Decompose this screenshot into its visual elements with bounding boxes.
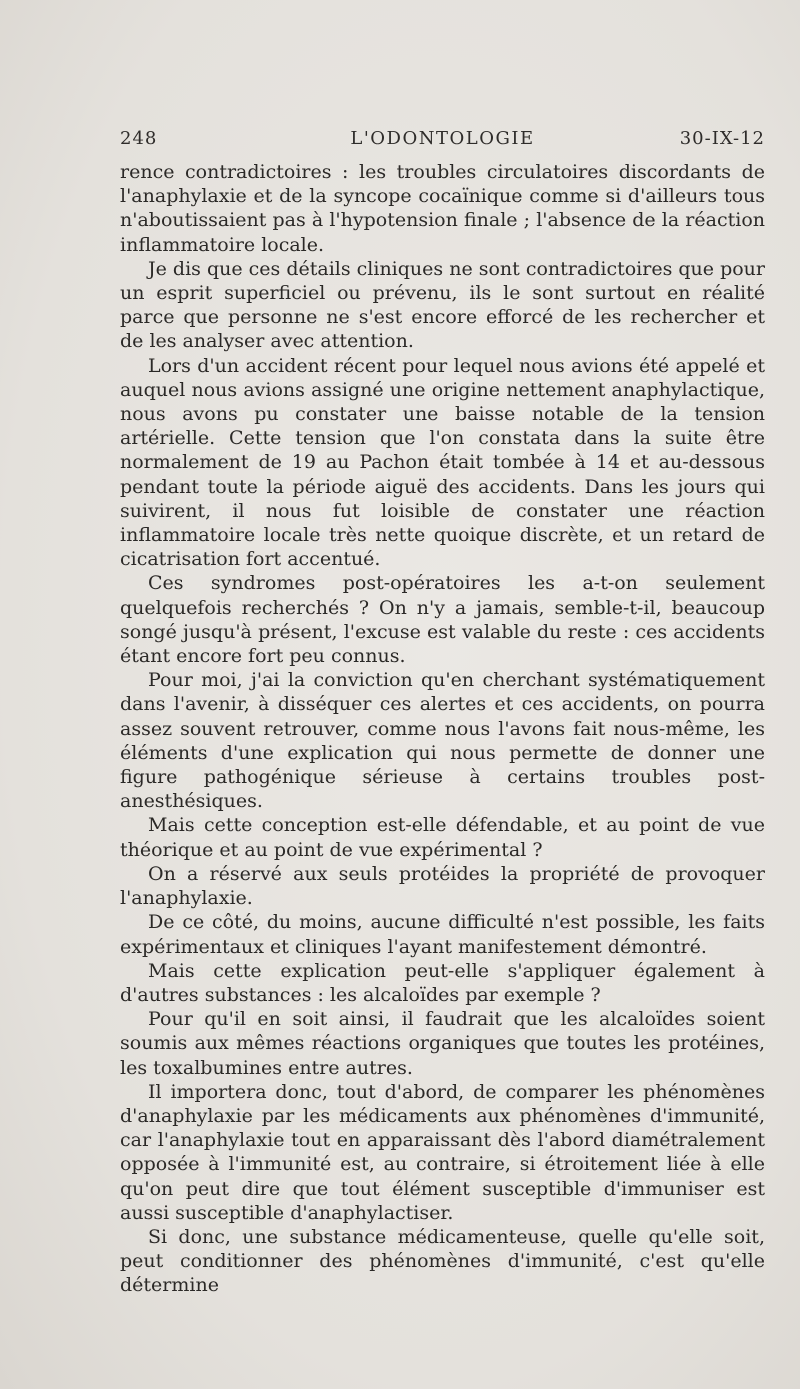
paragraph: Lors d'un accident récent pour lequel nous avions été appelé et auquel nous avions assigné une origine nettement anaphylactique, nous avons pu constater une baisse notable de la tension artérielle. Cette tension que l'on constata dans la suite être normalement de 19 au Pachon était tombée à 14 et au-dessous pendant toute la période aiguë des accidents. Dans les jours qui suivirent, il nous fut loisible de constater une réaction inflammatoire locale très nette quoique discrète, et un retard de cicatrisation fort accentué. xyxy=(120,354,765,571)
paragraph: Il importera donc, tout d'abord, de comparer les phénomènes d'anaphylaxie par les médicaments aux phénomènes d'immunité, car l'anaphylaxie tout en apparaissant dès l'abord diamétralement opposée à l'immunité est, au contraire, si étroitement liée à elle qu'on peut dire que tout élément susceptible d'immuniser est aussi susceptible d'anaphylactiser. xyxy=(120,1080,765,1224)
paragraph: Pour qu'il en soit ainsi, il faudrait que les alcaloïdes soient soumis aux mêmes réactions organiques que toutes les protéines, les toxalbumines entre autres. xyxy=(120,1008,765,1079)
paragraph: Mais cette explication peut-elle s'appliquer également à d'autres substances : les alcaloïdes par exemple ? xyxy=(120,959,765,1006)
paragraph: De ce côté, du moins, aucune difficulté n'est possible, les faits expérimentaux et cliniques l'ayant manifestement démontré. xyxy=(120,911,765,958)
body-text xyxy=(120,160,765,1298)
paragraph: Pour moi, j'ai la conviction qu'en cherchant systématiquement dans l'avenir, à disséquer ces alertes et ces accidents, on pourra assez souvent retrouver, comme nous l'avons fait nous-même, les éléments d'une explication qui nous permette de donner une figure pathogénique sérieuse à certains troubles post-anesthésiques. xyxy=(120,669,765,813)
issue-date: 30-IX-12 xyxy=(679,128,765,149)
paragraph: rence contradictoires : les troubles circulatoires discordants de l'anaphylaxie et de la syncope cocaïnique comme si d'ailleurs tous n'aboutissaient pas à l'hypotension finale ; l'absence de la réaction inflammatoire locale. xyxy=(120,161,765,256)
paragraph: Mais cette conception est-elle défendable, et au point de vue théorique et au point de vue expérimental ? xyxy=(120,814,765,861)
paragraph: Ces syndromes post-opératoires les a-t-on seulement quelquefois recherchés ? On n'y a jamais, semble-t-il, beaucoup songé jusqu'à présent, l'excuse est valable du reste : ces accidents étant encore fort peu connus. xyxy=(120,572,765,668)
paragraph: Je dis que ces détails cliniques ne sont contradictoires que pour un esprit superficiel ou prévenu, ils le sont surtout en réalité parce que personne ne s'est encore efforcé de les rechercher et de les analyser avec attention. xyxy=(120,257,765,353)
running-header xyxy=(120,124,765,154)
paragraph: On a réservé aux seuls protéides la propriété de provoquer l'anaphylaxie. xyxy=(120,862,765,910)
page-number: 248 xyxy=(120,128,158,149)
journal-title: L'ODONTOLOGIE xyxy=(350,128,535,149)
paragraph: Si donc, une substance médicamenteuse, quelle qu'elle soit, peut conditionner des phénomènes d'immunité, c'est qu'elle détermine xyxy=(120,1225,765,1297)
